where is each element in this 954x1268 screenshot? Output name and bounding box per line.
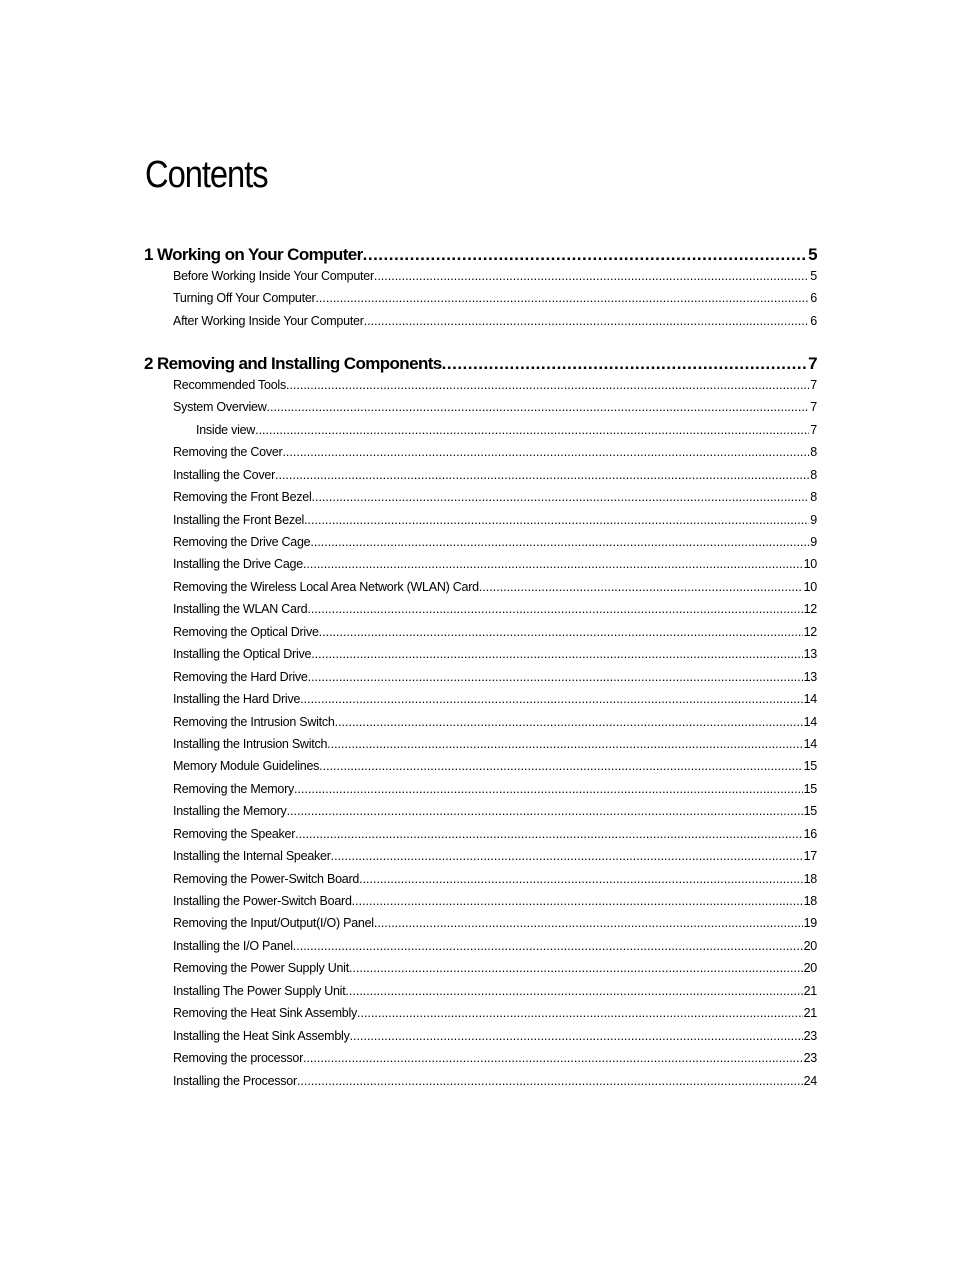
toc-entry-title: Installing the Power-Switch Board <box>173 894 352 908</box>
toc-entry-title: Installing the Hard Drive <box>173 692 301 706</box>
toc-dot-leader <box>345 984 802 998</box>
toc-entry[interactable] <box>173 692 817 710</box>
toc-dot-leader <box>304 513 809 527</box>
toc-entry[interactable] <box>173 269 817 287</box>
toc-entry-title: Installing the Memory <box>173 804 287 818</box>
toc-page-number: 18 <box>803 872 817 886</box>
toc-entry-title: Installing The Power Supply Unit <box>173 984 346 998</box>
toc-entry[interactable] <box>173 647 817 665</box>
toc-entry-title: 1 Working on Your Computer <box>144 245 363 264</box>
toc-entry[interactable] <box>173 1029 817 1047</box>
toc-dot-leader <box>287 804 803 818</box>
toc-entry-title: Installing the Processor <box>173 1074 297 1088</box>
toc-page-number: 5 <box>810 269 817 283</box>
toc-page-number: 8 <box>810 445 817 459</box>
toc-entry[interactable] <box>173 872 817 890</box>
toc-entry-title: Recommended Tools <box>173 378 286 392</box>
toc-dot-leader <box>255 423 809 437</box>
toc-dot-leader <box>479 580 803 594</box>
toc-entry[interactable] <box>173 849 817 867</box>
toc-entry-title: Removing the Power-Switch Board <box>173 872 360 886</box>
toc-entry[interactable] <box>173 916 817 934</box>
toc-entry[interactable] <box>173 759 817 777</box>
toc-dot-leader <box>350 1029 803 1043</box>
toc-page-number: 5 <box>808 245 817 264</box>
toc-page-number: 8 <box>810 490 817 504</box>
toc-page-number: 12 <box>803 625 817 639</box>
toc-entry[interactable] <box>173 1074 817 1092</box>
toc-dot-leader <box>335 715 803 729</box>
toc-page-number: 10 <box>803 580 817 594</box>
toc-dot-leader <box>357 1006 803 1020</box>
toc-page-number: 24 <box>803 1074 817 1088</box>
toc-dot-leader <box>312 490 810 504</box>
toc-page-number: 7 <box>808 354 817 373</box>
toc-page-number: 9 <box>810 513 817 527</box>
toc-page-number: 20 <box>803 939 817 953</box>
toc-entry[interactable] <box>173 513 817 531</box>
toc-entry[interactable] <box>173 625 817 643</box>
toc-dot-leader <box>442 354 807 374</box>
toc-page-number: 7 <box>810 378 817 392</box>
toc-entry-title: Removing the Heat Sink Assembly <box>173 1006 358 1020</box>
toc-page-number: 23 <box>803 1051 817 1065</box>
toc-page-number: 14 <box>803 715 817 729</box>
toc-entry[interactable] <box>173 291 817 309</box>
toc-page-number: 21 <box>803 984 817 998</box>
toc-dot-leader <box>295 827 802 841</box>
toc-entry[interactable] <box>173 468 817 486</box>
toc-entry[interactable] <box>173 602 817 620</box>
toc-page-number: 15 <box>803 782 817 796</box>
toc-entry-title: Removing the Front Bezel <box>173 490 312 504</box>
toc-dot-leader <box>374 916 803 930</box>
toc-chapter-1[interactable] <box>144 245 817 269</box>
toc-entry[interactable] <box>173 827 817 845</box>
toc-dot-leader <box>275 468 809 482</box>
toc-dot-leader <box>307 602 802 616</box>
toc-dot-leader <box>282 445 809 459</box>
toc-subentry[interactable] <box>196 423 817 441</box>
toc-entry[interactable] <box>173 580 817 598</box>
toc-dot-leader <box>319 625 803 639</box>
toc-dot-leader <box>303 557 803 571</box>
toc-entry-title: Installing the Front Bezel <box>173 513 305 527</box>
toc-entry-title: Memory Module Guidelines <box>173 759 320 773</box>
toc-page-number: 12 <box>803 602 817 616</box>
toc-dot-leader <box>294 782 803 796</box>
toc-dot-leader <box>363 245 808 265</box>
toc-page-number: 18 <box>803 894 817 908</box>
toc-chapter-2[interactable] <box>144 354 817 378</box>
toc-dot-leader <box>267 400 810 414</box>
toc-entry-title: Removing the processor <box>173 1051 303 1065</box>
toc-page-number: 6 <box>810 314 817 328</box>
toc-entry-title: Installing the Cover <box>173 468 276 482</box>
toc-dot-leader <box>364 314 810 328</box>
toc-entry-title: Removing the Drive Cage <box>173 535 311 549</box>
toc-entry-title: 2 Removing and Installing Components <box>144 354 442 373</box>
toc-entry-title: Removing the Cover <box>173 445 283 459</box>
toc-entry-title: Before Working Inside Your Computer <box>173 269 374 283</box>
toc-page-number: 15 <box>803 759 817 773</box>
toc-page-number: 14 <box>803 692 817 706</box>
toc-page-number: 16 <box>803 827 817 841</box>
toc-entry-title: Removing the Optical Drive <box>173 625 319 639</box>
toc-entry[interactable] <box>173 804 817 822</box>
toc-page-number: 15 <box>803 804 817 818</box>
toc-page-number: 23 <box>803 1029 817 1043</box>
toc-dot-leader <box>359 872 803 886</box>
toc-dot-leader <box>286 378 809 392</box>
toc-entry[interactable] <box>173 400 817 418</box>
toc-page-number: 9 <box>810 535 817 549</box>
toc-entry[interactable] <box>173 894 817 912</box>
toc-entry-title: Turning Off Your Computer <box>173 291 316 305</box>
toc-entry-title: Removing the Wireless Local Area Network (WLAN) Card <box>173 580 479 594</box>
toc-dot-leader <box>310 535 809 549</box>
toc-entry[interactable] <box>173 490 817 508</box>
toc-dot-leader <box>349 961 803 975</box>
toc-page-number: 13 <box>803 647 817 661</box>
toc-page-number: 21 <box>803 1006 817 1020</box>
toc-dot-leader <box>311 647 802 661</box>
toc-dot-leader <box>331 849 803 863</box>
toc-dot-leader <box>352 894 803 908</box>
toc-entry[interactable] <box>173 984 817 1002</box>
toc-entry[interactable] <box>173 378 817 396</box>
toc-dot-leader <box>308 670 803 684</box>
toc-entry[interactable] <box>173 1006 817 1024</box>
toc-page-number: 6 <box>810 291 817 305</box>
toc-dot-leader <box>293 939 803 953</box>
toc-entry-title: System Overview <box>173 400 267 414</box>
toc-entry-title: Removing the Hard Drive <box>173 670 308 684</box>
toc-entry-title: Removing the Speaker <box>173 827 296 841</box>
toc-entry[interactable] <box>173 314 817 332</box>
toc-entry-title: Removing the Memory <box>173 782 294 796</box>
toc-dot-leader <box>374 269 809 283</box>
toc-page-number: 14 <box>803 737 817 751</box>
toc-entry-title: Removing the Input/Output(I/O) Panel <box>173 916 374 930</box>
toc-entry[interactable] <box>173 670 817 688</box>
toc-entry-title: Installing the Optical Drive <box>173 647 312 661</box>
toc-entry-title: Installing the Intrusion Switch <box>173 737 328 751</box>
toc-entry[interactable] <box>173 557 817 575</box>
toc-entry[interactable] <box>173 715 817 733</box>
toc-page-number: 8 <box>810 468 817 482</box>
toc-page-number: 7 <box>810 400 817 414</box>
toc-entry-title: After Working Inside Your Computer <box>173 314 364 328</box>
toc-page-number: 17 <box>803 849 817 863</box>
toc-dot-leader <box>297 1074 803 1088</box>
toc-entry-title: Removing the Intrusion Switch <box>173 715 335 729</box>
toc-entry[interactable] <box>173 535 817 553</box>
toc-dot-leader <box>319 759 802 773</box>
toc-entry[interactable] <box>173 961 817 979</box>
toc-entry[interactable] <box>173 782 817 800</box>
toc-dot-leader <box>300 692 802 706</box>
toc-entry-title: Installing the I/O Panel <box>173 939 293 953</box>
toc-entry[interactable] <box>173 1051 817 1069</box>
toc-entry-title: Installing the Internal Speaker <box>173 849 331 863</box>
toc-entry-title: Inside view <box>196 423 256 437</box>
toc-entry[interactable] <box>173 939 817 957</box>
toc-entry-title: Installing the WLAN Card <box>173 602 308 616</box>
toc-dot-leader <box>303 1051 803 1065</box>
toc-page-number: 19 <box>803 916 817 930</box>
toc-entry[interactable] <box>173 737 817 755</box>
toc-dot-leader <box>315 291 809 305</box>
page-title: Contents <box>145 154 268 196</box>
toc-entry-title: Removing the Power Supply Unit <box>173 961 349 975</box>
toc-page-number: 7 <box>810 423 817 437</box>
toc-entry-title: Installing the Heat Sink Assembly <box>173 1029 350 1043</box>
toc-page-number: 10 <box>803 557 817 571</box>
toc-page-number: 13 <box>803 670 817 684</box>
toc-entry-title: Installing the Drive Cage <box>173 557 303 571</box>
toc-dot-leader <box>327 737 802 751</box>
toc-page-number: 20 <box>803 961 817 975</box>
toc-entry[interactable] <box>173 445 817 463</box>
